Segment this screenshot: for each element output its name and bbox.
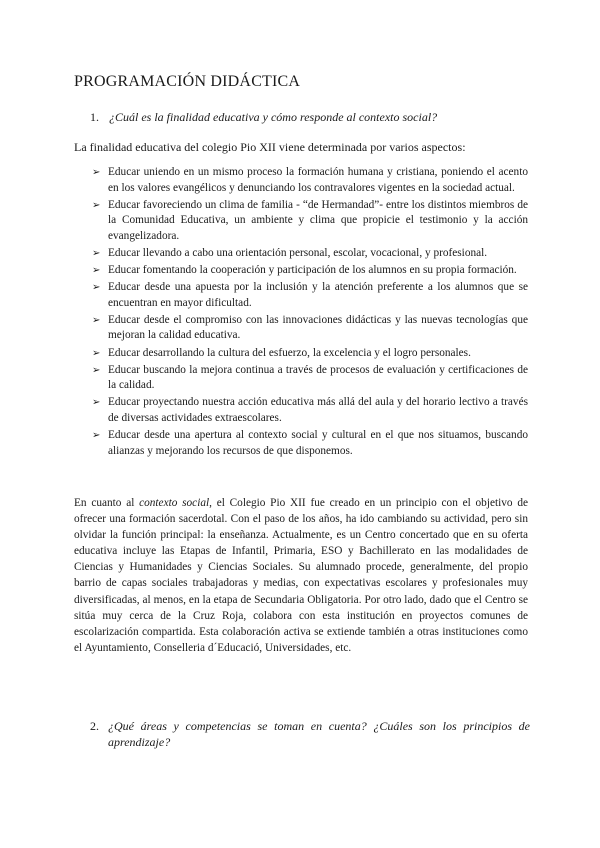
- list-item-text: Educar desde una apertura al contexto social y cultural en el que nos situamos, buscando alianzas y mejorando los recursos de que disponemos.: [108, 429, 528, 457]
- aims-list: [92, 165, 528, 461]
- question-2-heading: [90, 718, 530, 750]
- list-item-text: Educar desarrollando la cultura del esfuerzo, la excelencia y el logro personales.: [108, 346, 471, 359]
- arrow-bullet-icon: ➢: [92, 167, 101, 178]
- arrow-bullet-icon: ➢: [92, 265, 101, 277]
- question-2-text: ¿Qué áreas y competencias se toman en cuenta? ¿Cuáles son los principios de aprendizaje?: [108, 719, 530, 749]
- list-item: [92, 363, 528, 394]
- question-1-heading: [90, 110, 437, 125]
- list-item: [92, 346, 528, 362]
- context-emphasis: contexto social: [139, 497, 210, 509]
- context-lead: En cuanto al: [74, 497, 140, 509]
- list-item: [92, 263, 528, 279]
- arrow-bullet-icon: ➢: [92, 282, 101, 294]
- arrow-bullet-icon: ➢: [92, 364, 101, 376]
- context-body: , el Colegio Pio XII fue creado en un principio con el objetivo de ofrecer una formación sacerdotal. Con el paso de los años, ha ido cambiando su actividad, pero sin olvidar la función principal: la enseñanza. Actualmente, es un Centro concertado que en su oferta educativa incluye las Etapas de Infantil, Primaria, ESO y Bachillerato en las modalidades de Ciencias y Humanidades y Ciencias Sociales. Su alumnado procede, generalmente, del propio barrio de capas sociales trabajadoras y medias, con expectativas escolares y profesionales muy diversificadas, al menos, en la etapa de Secundaria Obligatoria. Por otro lado, dado que el Centro se sitúa muy cerca de la Cruz Roja, colabora con esta institución en proyectos comunes de escolarización compartida. Esta colaboración activa se extiende también a otras instituciones como el Ayuntamiento, Conselleria d´Educació, Universidades, etc.: [74, 497, 528, 654]
- arrow-bullet-icon: ➢: [92, 430, 101, 441]
- list-item: [92, 313, 528, 344]
- list-item: [92, 165, 528, 196]
- arrow-bullet-icon: ➢: [92, 199, 101, 211]
- document-title: PROGRAMACIÓN DIDÁCTICA: [74, 73, 301, 90]
- list-item: [92, 280, 528, 311]
- list-item-text: Educar buscando la mejora continua a través de procesos de evaluación y certificaciones de la calidad.: [108, 363, 528, 392]
- list-item-text: Educar uniendo en un mismo proceso la formación humana y cristiana, poniendo el acento en los valores evangélicos y denunciando los contravalores vigentes en la sociedad actual.: [108, 166, 528, 194]
- question-1-text: ¿Cuál es la finalidad educativa y cómo responde al contexto social?: [109, 110, 438, 124]
- arrow-bullet-icon: ➢: [92, 397, 101, 409]
- question-2-number: 2.: [90, 719, 99, 733]
- list-item: [92, 395, 528, 426]
- list-item: [92, 198, 528, 245]
- list-item: [92, 246, 528, 262]
- list-item-text: Educar proyectando nuestra acción educativa más allá del aula y del horario lectivo a través de diversas actividades extraescolares.: [108, 396, 528, 424]
- list-item-text: Educar fomentando la cooperación y participación de los alumnos en su propia formación.: [108, 264, 517, 277]
- arrow-bullet-icon: ➢: [92, 247, 101, 259]
- question-1-number: 1.: [90, 110, 99, 124]
- list-item-text: Educar desde el compromiso con las innovaciones didácticas y las nuevas tecnologías que mejoran la calidad educativa.: [108, 313, 528, 342]
- list-item-text: Educar favoreciendo un clima de familia - “de Hermandad”- entre los distintos miembros de la Comunidad Educativa, un ambiente y clima que propicie el testimonio y la acción evangelizadora.: [108, 198, 528, 242]
- arrow-bullet-icon: ➢: [92, 314, 101, 326]
- list-item-text: Educar desde una apuesta por la inclusión y la atención preferente a los alumnos que se encuentran en mayor dificultad.: [108, 281, 528, 309]
- list-item-text: Educar llevando a cabo una orientación personal, escolar, vocacional, y profesional.: [108, 246, 488, 259]
- list-item: [92, 428, 528, 459]
- context-paragraph: [74, 495, 528, 656]
- intro-paragraph: La finalidad educativa del colegio Pio XII viene determinada por varios aspectos:: [74, 140, 466, 154]
- arrow-bullet-icon: ➢: [92, 347, 101, 359]
